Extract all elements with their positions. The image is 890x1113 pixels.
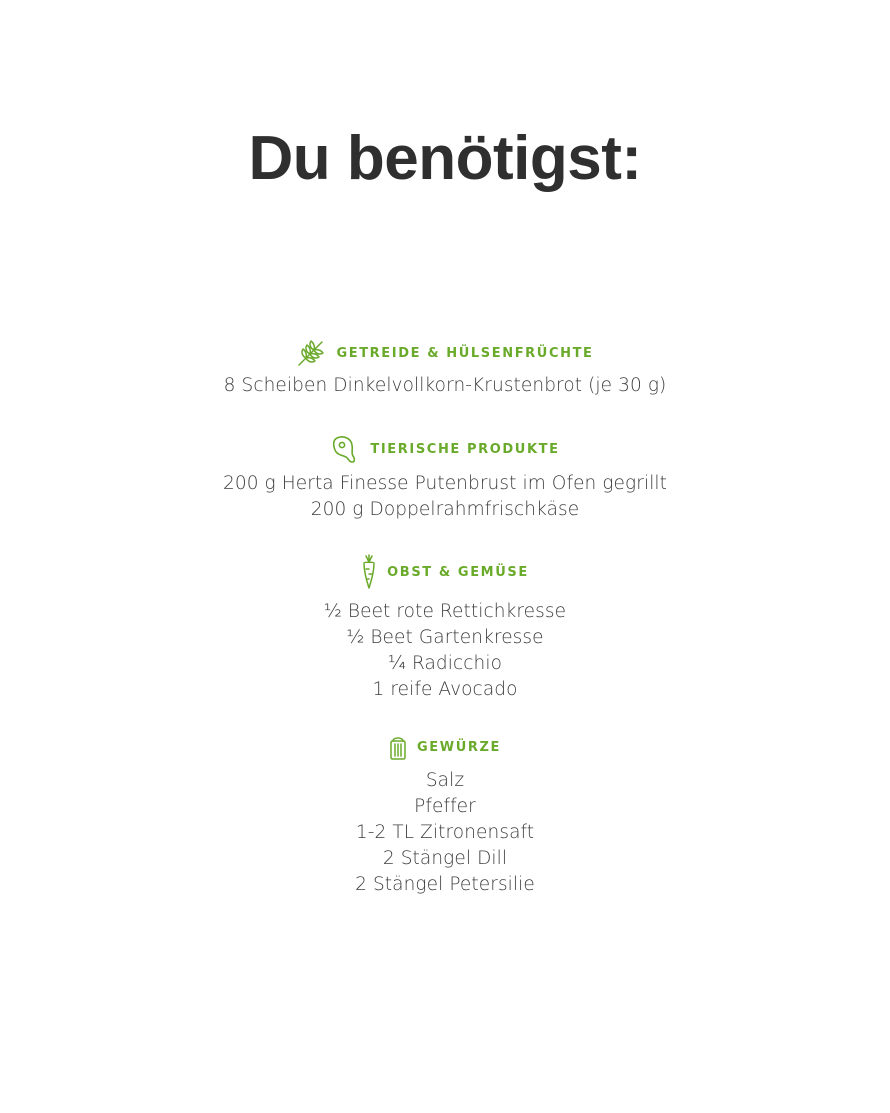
ingredient-list (0, 599, 890, 703)
section-label: TIERISCHE PRODUKTE (370, 441, 560, 457)
list-item: 200 g Herta Finesse Putenbrust im Ofen gegrillt (222, 473, 668, 494)
ingredient-section-spices (0, 730, 890, 898)
list-item: 2 Stängel Petersilie (355, 874, 535, 895)
section-label: OBST & GEMÜSE (387, 564, 529, 580)
ingredient-section-fruit-vegetables (0, 554, 890, 703)
steak-icon (330, 434, 360, 464)
list-item: ½ Beet rote Rettichkresse (323, 601, 567, 622)
ingredient-list (0, 768, 890, 898)
ingredient-list (0, 373, 890, 399)
section-header (0, 432, 890, 466)
section-header (0, 554, 890, 590)
wheat-icon (296, 338, 326, 368)
list-item: 200 g Doppelrahmfrischkäse (310, 499, 580, 520)
section-header (0, 336, 890, 370)
section-label: GETREIDE & HÜLSENFRÜCHTE (336, 345, 594, 361)
carrot-icon (361, 554, 377, 590)
list-item: 2 Stängel Dill (382, 848, 508, 869)
ingredient-section-grains (0, 336, 890, 399)
list-item: 8 Scheiben Dinkelvollkorn-Krustenbrot (je 30 g) (223, 375, 667, 396)
ingredient-list (0, 471, 890, 523)
list-item: 1 reife Avocado (372, 679, 518, 700)
list-item: Salz (425, 770, 465, 791)
spice-shaker-icon (389, 734, 407, 760)
section-label: GEWÜRZE (417, 739, 501, 755)
list-item: Pfeffer (414, 796, 476, 817)
list-item: ½ Beet Gartenkresse (346, 627, 544, 648)
page-title: Du benötigst: (248, 124, 642, 193)
section-header (0, 730, 890, 764)
list-item: 1-2 TL Zitronensaft (355, 822, 535, 843)
ingredient-section-animal-products (0, 432, 890, 523)
list-item: ¼ Radicchio (387, 653, 503, 674)
